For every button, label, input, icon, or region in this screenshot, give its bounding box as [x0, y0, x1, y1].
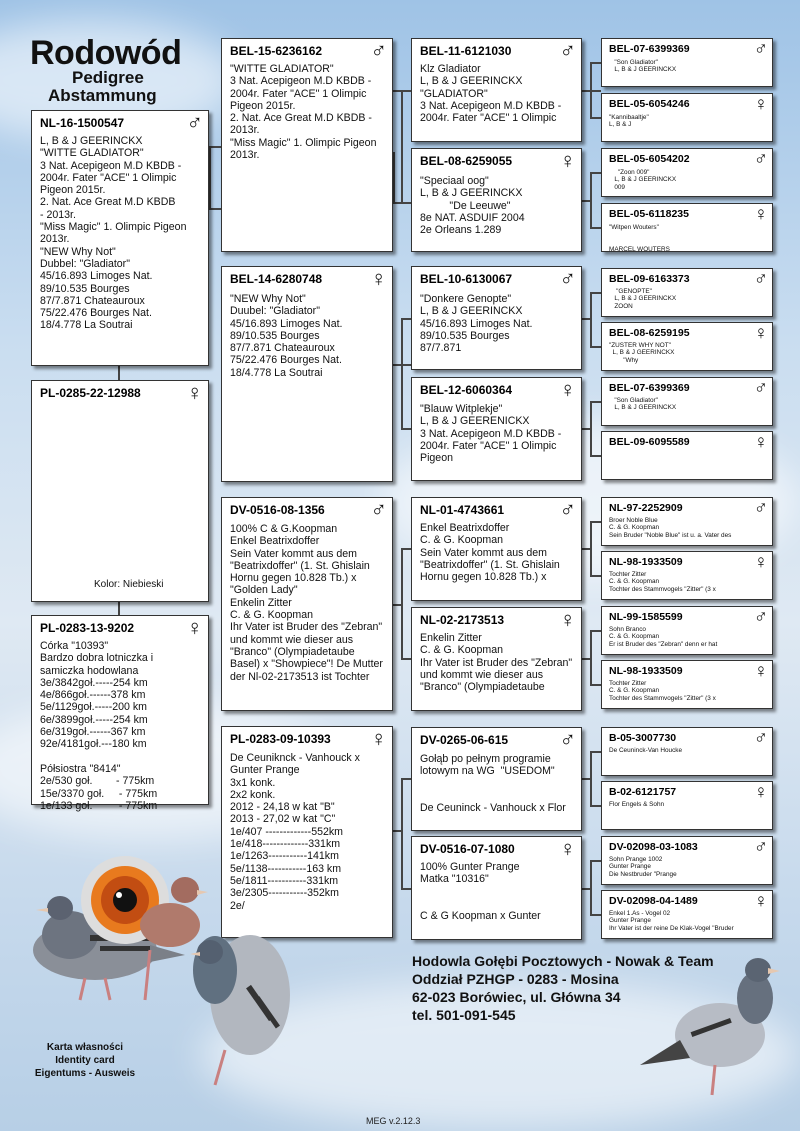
breeder-address: 62-023 Borówiec, ul. Główna 34 [412, 989, 621, 1005]
ring-number: BEL-09-6163373 [609, 273, 690, 285]
ring-number: NL-98-1933509 [609, 665, 683, 677]
grandparent-text: "Speciaal oog" L, B & J GEERINCKX "De Leeuwe" 8e NAT. ASDUIF 2004 2e Orleans 1.289 [420, 175, 525, 237]
ring-number: DV-02098-03-1083 [609, 841, 698, 853]
male-icon: ♂ [753, 607, 768, 628]
parent-text: De Ceuniknck - Vanhouck x Gunter Prange 3x1 konk. 2x2 konk. 2012 - 24,18 w kat "B" 2013 - 27,02 w kat "C" 1e/407 -------------552km 1e/418-------------331km 1e/1263-----------141km 5e/1138-----------163 km 5e/1811-----------331km 3e/2305-----------352km 2e/ [230, 752, 360, 912]
male-icon: ♂ [370, 497, 387, 522]
grandparent-text: Gołąb po pełnym programie lotowym na WG "USEDOM" De Ceuninck - Vanhouck x Flor [420, 753, 566, 815]
ring-number: NL-97-2252909 [609, 502, 683, 514]
parent-text: "WITTE GLADIATOR" 3 Nat. Acepigeon M.D KBDB - 2004r. Fater "ACE" 1 Olimpic Pigeon 2015r. 2. Nat. Ace Great M.D KBDB - 2013r. "Miss Magic" 1. Olimpic Pigeon 2013r. [230, 63, 377, 162]
pigeon-image [190, 935, 290, 1085]
ring-number: NL-02-2173513 [420, 613, 505, 627]
connector-line [401, 428, 411, 430]
ring-number: BEL-05-6054246 [609, 98, 690, 110]
connector-line [590, 401, 601, 403]
connector-line [118, 602, 120, 615]
pigeon-image [640, 958, 780, 1095]
female-icon: ♀ [753, 661, 768, 682]
title-main: Rodowód [30, 34, 182, 72]
subject-text: L, B & J GEERINCKX "WITTE GLADIATOR" 3 Nat. Acepigeon M.D KBDB - 2004r. Fater "ACE" 1 Olimpic Pigeon 2015r. 2. Nat. Ace Great M.D KBDB - 2013r. "Miss Magic" 1. Olimpic Pigeon 2013r. "NEW Why Not" Dubbel: "Gladiator" 45/16.893 Limoges Nat. 89/10.535 Bourges 87/7.871 Chateauroux 75/22.476 Bourges Nat. 18/4.778 La Soutrai [40, 135, 187, 332]
connector-line [209, 146, 211, 209]
connector-line [590, 292, 601, 294]
ring-number: PL-0285-22-12988 [40, 386, 141, 400]
great-grandparent-card [601, 93, 773, 142]
great-grandparent-card [601, 431, 773, 480]
grandparent-text: 100% Gunter Prange Matka "10316" C & G Koopman x Gunter [420, 861, 541, 923]
connector-line [582, 658, 590, 660]
ring-number: DV-0516-07-1080 [420, 842, 515, 856]
ring-number: NL-01-4743661 [420, 503, 505, 517]
connector-line [118, 366, 120, 380]
connector-line [590, 227, 601, 229]
male-icon: ♂ [753, 728, 768, 749]
female-icon: ♀ [559, 377, 576, 402]
grandparent-card [411, 377, 582, 481]
great-grandparent-card [601, 497, 773, 546]
mate-card [31, 380, 209, 602]
connector-line [590, 292, 592, 347]
great-grandparent-card [601, 781, 773, 830]
connector-line [401, 318, 403, 428]
connector-line [590, 751, 601, 753]
breeder-phone: tel. 501-091-545 [412, 1007, 516, 1023]
ring-number: PL-0283-13-9202 [40, 621, 135, 635]
great-grandparent-text: "Kannibaaltje" L, B & J [609, 114, 649, 129]
connector-line [401, 548, 403, 658]
great-grandparent-text: "Son Gladiator" L, B & J GEERINCKX [614, 397, 677, 412]
connector-line [582, 318, 590, 320]
female-icon: ♀ [753, 94, 768, 115]
identity-line-3: Eigentums - Ausweis [34, 1068, 136, 1079]
identity-line-2: Identity card [55, 1055, 115, 1066]
female-icon: ♀ [753, 323, 768, 344]
connector-line [590, 575, 601, 577]
ring-number: BEL-15-6236162 [230, 44, 323, 58]
great-grandparent-text: "Zoon 009" L, B & J GEERINCKX 009 [614, 169, 677, 191]
connector-line [401, 90, 403, 202]
male-icon: ♂ [559, 727, 576, 752]
male-icon: ♂ [753, 498, 768, 519]
female-icon: ♀ [370, 266, 387, 291]
grandparent-card [411, 727, 582, 831]
female-icon: ♀ [370, 726, 387, 751]
parent-card [221, 266, 393, 482]
connector-line [590, 172, 601, 174]
female-icon: ♀ [753, 432, 768, 453]
great-grandparent-text: "Witpen Wouters" MARCEL WOUTERS [609, 224, 670, 254]
male-icon: ♂ [559, 266, 576, 291]
ring-number: BEL-09-6095589 [609, 436, 690, 448]
ring-number: NL-98-1933509 [609, 556, 683, 568]
great-grandparent-card [601, 148, 773, 197]
connector-line [582, 428, 590, 430]
great-grandparent-card [601, 727, 773, 776]
great-grandparent-text: Tochter Zitter C. & G. Koopman Tochter des Stammvogels "Zitter" (3 x [609, 571, 716, 593]
male-icon: ♂ [753, 269, 768, 290]
title-abstammung: Abstammung [48, 86, 157, 105]
male-icon: ♂ [753, 149, 768, 170]
connector-line [393, 152, 395, 202]
ring-number: BEL-05-6118235 [609, 208, 689, 220]
great-grandparent-text: Sohn Branco C. & G. Koopman Er ist Bruder des "Zebran" denn er hat [609, 626, 718, 648]
connector-line [582, 200, 590, 202]
female-icon: ♀ [186, 615, 203, 640]
connector-line [590, 62, 592, 118]
great-grandparent-card [601, 322, 773, 371]
female-icon: ♀ [753, 891, 768, 912]
ring-number: B-02-6121757 [609, 786, 677, 798]
ring-number: B-05-3007730 [609, 732, 677, 744]
parent-card [221, 497, 393, 711]
great-grandparent-card [601, 203, 773, 252]
great-grandparent-text: "ZUSTER WHY NOT" L, B & J GEERINCKX "Why [609, 342, 675, 364]
grandparent-card [411, 38, 582, 142]
female-icon: ♀ [753, 782, 768, 803]
great-grandparent-text: De Ceuninck-Van Houcke [609, 747, 683, 754]
connector-line [582, 778, 590, 780]
male-icon: ♂ [753, 837, 768, 858]
connector-line [582, 548, 590, 550]
male-icon: ♂ [753, 39, 768, 60]
female-icon: ♀ [559, 836, 576, 861]
great-grandparent-text: Enkel 1.As - Vogel 02 Gunter Prange Ihr Vater ist der reine De Klak-Vogel "Bruder [609, 910, 734, 932]
great-grandparent-card [601, 660, 773, 709]
great-grandparent-card [601, 377, 773, 426]
ring-number: PL-0283-09-10393 [230, 732, 331, 746]
great-grandparent-text: Tochter Zitter C. & G. Koopman Tochter des Stammvogels "Zitter" (3 x [609, 680, 716, 702]
parent-text: "NEW Why Not" Duubel: "Gladiator" 45/16.893 Limoges Nat. 89/10.535 Bourges 87/7.871 Chateauroux 75/22.476 Bourges Nat. 18/4.778 La Soutrai [230, 293, 343, 379]
grandparent-card [411, 497, 582, 601]
grandparent-card [411, 607, 582, 711]
breeder-name: Hodowla Gołębi Pocztowych - Nowak & Team [412, 953, 714, 969]
connector-line [590, 117, 601, 119]
connector-line [590, 346, 601, 348]
ring-number: NL-16-1500547 [40, 116, 125, 130]
ring-number: BEL-08-6259055 [420, 154, 513, 168]
grandparent-text: Klz Gladiator L, B & J GEERINCKX "GLADIATOR" 3 Nat. Acepigeon M.D KBDB - 2004r. Fater "ACE" 1 Olimpic [420, 63, 562, 125]
parent-card [221, 38, 393, 252]
grandparent-text: Enkel Beatrixdoffer C. & G. Koopman Sein Vater kommt aus dem "Beatrixdoffer" (1. St. Ghislain Hornu gegen 10.828 Tb.) x [420, 522, 560, 584]
ring-number: BEL-07-6399369 [609, 382, 690, 394]
connector-line [590, 630, 601, 632]
connector-line [401, 548, 411, 550]
connector-line [393, 202, 411, 204]
grandparent-text: "Blauw Witplekje" L, B & J GEERENICKX 3 Nat. Acepigeon M.D KBDB - 2004r. Fater "ACE" 1 Olimpic Pigeon [420, 403, 562, 465]
male-icon: ♂ [186, 110, 203, 135]
connector-line [590, 521, 601, 523]
connector-line [590, 455, 601, 457]
connector-line [590, 401, 592, 456]
great-grandparent-card [601, 551, 773, 600]
ring-number: BEL-10-6130067 [420, 272, 513, 286]
breeder-branch: Oddział PZHGP - 0283 - Mosina [412, 971, 619, 987]
female-icon: ♀ [559, 148, 576, 173]
pigeon-illustrations [0, 850, 800, 1131]
connector-line [209, 146, 221, 148]
connector-line [590, 521, 592, 576]
female-icon: ♀ [753, 204, 768, 225]
great-grandparent-card [601, 268, 773, 317]
mate-text: Córka "10393" Bardzo dobra lotniczka i samiczka hodowlana 3e/3842goł.-----254 km 4e/866goł.------378 km 5e/1129goł.-----200 km 6e/3899goł.-----254 km 6e/319goł.------367 km 92e/4181goł.---180 km Półsiostra "8414" 2e/530 goł. - 775km 15e/3370 goł. - 775km 1e/133 goł. - 775km [40, 640, 158, 812]
ring-number: DV-02098-04-1489 [609, 895, 698, 907]
connector-line [590, 172, 592, 228]
identity-line-1: Karta własności [46, 1042, 124, 1053]
ring-number: BEL-07-6399369 [609, 43, 690, 55]
great-grandparent-card [601, 38, 773, 87]
connector-line [401, 778, 411, 780]
version-label: MEG v.2.12.3 [366, 1116, 421, 1126]
great-grandparent-text: Sohn Prange 1002 Gunter Prange Die Nestbruder "Prange [609, 856, 677, 878]
connector-line [401, 658, 411, 660]
grandparent-card [411, 148, 582, 252]
connector-line [590, 751, 592, 806]
connector-line [590, 62, 601, 64]
connector-line [590, 684, 601, 686]
ring-number: NL-99-1585599 [609, 611, 683, 623]
ring-number: BEL-12-6060364 [420, 383, 513, 397]
ring-number: BEL-14-6280748 [230, 272, 323, 286]
mate-card [31, 615, 209, 812]
male-icon: ♂ [559, 38, 576, 63]
connector-line [401, 318, 411, 320]
grandparent-text: "Donkere Genopte" L, B & J GEERINCKX 45/16.893 Limoges Nat. 89/10.535 Bourges 87/7.871 [420, 293, 533, 355]
grandparent-card [411, 266, 582, 370]
ring-number: BEL-08-6259195 [609, 327, 690, 339]
female-icon: ♀ [186, 380, 203, 405]
ring-number: BEL-11-6121030 [420, 44, 512, 58]
connector-line [590, 630, 592, 685]
subject-card [31, 110, 209, 366]
parent-text: 100% C & G.Koopman Enkel Beatrixdoffer Sein Vater kommt aus dem "Beatrixdoffer" (1. St. Ghislain Hornu gegen 10.828 Tb.) x "Golden Lady" Enkelin Zitter C. & G. Koopman Ihr Vater ist Bruder des "Zebran" und kommt wie dieser aus "Branco" (Olympiadetaube Basel) x "Showpiece"! De Mutter der Nl-02-2173513 ist Tochter [230, 523, 383, 683]
color-label: Kolor: Niebieski [94, 579, 164, 590]
great-grandparent-text: "GENOPTE" L, B & J GEERINCKX ZOON [614, 288, 677, 310]
male-icon: ♂ [559, 497, 576, 522]
connector-line [590, 805, 601, 807]
ring-number: DV-0516-08-1356 [230, 503, 325, 517]
grandparent-text: Enkelin Zitter C. & G. Koopman Ihr Vater ist Bruder des "Zebran" und kommt wie dieser aus "Branco" (Olympiadetaube [420, 632, 573, 694]
great-grandparent-card [601, 606, 773, 655]
great-grandparent-text: Broer Noble Blue C. & G. Koopman Sein Bruder "Noble Blue" ist u. a. Vater des [609, 517, 732, 539]
male-icon: ♂ [370, 38, 387, 63]
great-grandparent-text: Flor Engels & Sohn [609, 801, 665, 808]
male-icon: ♂ [753, 378, 768, 399]
title-pedigree: Pedigree [72, 68, 144, 87]
female-icon: ♀ [753, 552, 768, 573]
ring-number: DV-0265-06-615 [420, 733, 509, 747]
female-icon: ♀ [559, 607, 576, 632]
ring-number: BEL-05-6054202 [609, 153, 690, 165]
great-grandparent-text: "Son Gladiator" L, B & J GEERINCKX [614, 59, 677, 74]
